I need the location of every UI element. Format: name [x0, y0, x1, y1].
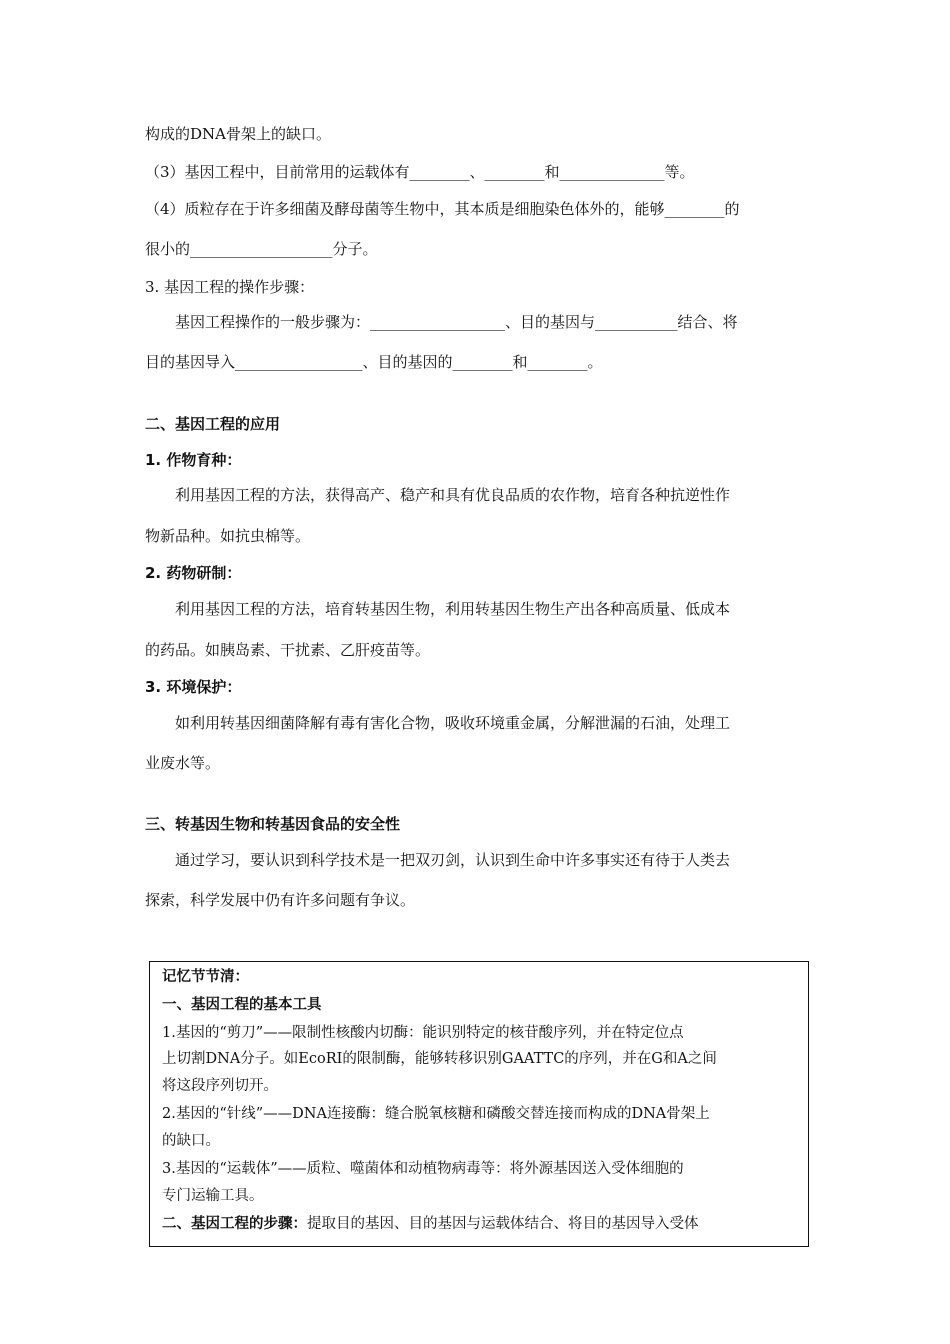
memory-box-step-line — [162, 1214, 699, 1234]
memory-box-title: 记忆节节清： — [162, 969, 249, 985]
memory-item-3-cont: 专门运输工具。 — [162, 1188, 264, 1204]
question-4-cont: 很小的___________________分子。 — [145, 240, 378, 258]
step-heading: 3. 基因工程的操作步骤： — [145, 278, 315, 296]
env-text-2: 业废水等。 — [145, 754, 221, 772]
memory-item-2: 2.基因的“针线”——DNA连接酶：缝合脱氧核糖和磷酸交替连接而构成的DNA骨架上 — [162, 1106, 710, 1122]
memory-item-1-cont: 上切割DNA分子。如EcoRI的限制酶，能够转移识别GAATTC的序列，并在G和A之间 — [162, 1051, 717, 1067]
env-text-1: 如利用转基因细菌降解有毒有害化合物，吸收环境重金属，分解泄漏的石油，处理工 — [175, 714, 731, 732]
safety-text-2: 探索，科学发展中仍有许多问题有争议。 — [145, 891, 416, 909]
safety-text-1: 通过学习，要认识到科学技术是一把双刃剑，认识到生命中许多事实还有待于人类去 — [175, 851, 731, 869]
memory-item-3: 3.基因的“运载体”——质粒、噬菌体和动植物病毒等：将外源基因送入受体细胞的 — [162, 1161, 684, 1177]
question-3: （3）基因工程中，目前常用的运载体有________、________和______________等。 — [145, 163, 695, 181]
drug-heading: 2. 药物研制： — [145, 564, 242, 582]
crop-text-2: 物新品种。如抗虫棉等。 — [145, 527, 311, 545]
drug-text-2: 的药品。如胰岛素、干扰素、乙肝疫苗等。 — [145, 641, 431, 659]
step-line-2: 目的基因导入_________________、目的基因的________和________。 — [145, 353, 603, 371]
section-3-title: 三、转基因生物和转基因食品的安全性 — [145, 815, 401, 833]
env-heading: 3. 环境保护： — [145, 678, 242, 696]
memory-box — [149, 961, 809, 1247]
memory-box-subtitle-1: 一、基因工程的基本工具 — [162, 997, 322, 1013]
question-4: （4）质粒存在于许多细菌及酵母菌等生物中，其本质是细胞染色体外的，能够________的 — [145, 200, 740, 218]
memory-item-2-cont: 的缺口。 — [162, 1133, 220, 1149]
memory-item-1-cont2: 将这段序列切开。 — [162, 1078, 278, 1094]
crop-heading: 1. 作物育种： — [145, 451, 242, 469]
memory-item-1: 1.基因的“剪刀”——限制性核酸内切酶：能识别特定的核苷酸序列，并在特定位点 — [162, 1025, 684, 1041]
drug-text-1: 利用基因工程的方法，培育转基因生物，利用转基因生物生产出各种高质量、低成本 — [175, 600, 731, 618]
text-line: 构成的DNA骨架上的缺口。 — [145, 125, 331, 143]
step-line-1: 基因工程操作的一般步骤为：__________________、目的基因与___________结合、将 — [175, 313, 738, 331]
crop-text-1: 利用基因工程的方法，获得高产、稳产和具有优良品质的农作物，培育各种抗逆性作 — [175, 486, 731, 504]
memory-box-step-text: 提取目的基因、目的基因与运载体结合、将目的基因导入受体 — [307, 1216, 699, 1232]
section-2-title: 二、基因工程的应用 — [145, 415, 281, 433]
memory-box-subtitle-2: 二、基因工程的步骤： — [162, 1216, 307, 1232]
